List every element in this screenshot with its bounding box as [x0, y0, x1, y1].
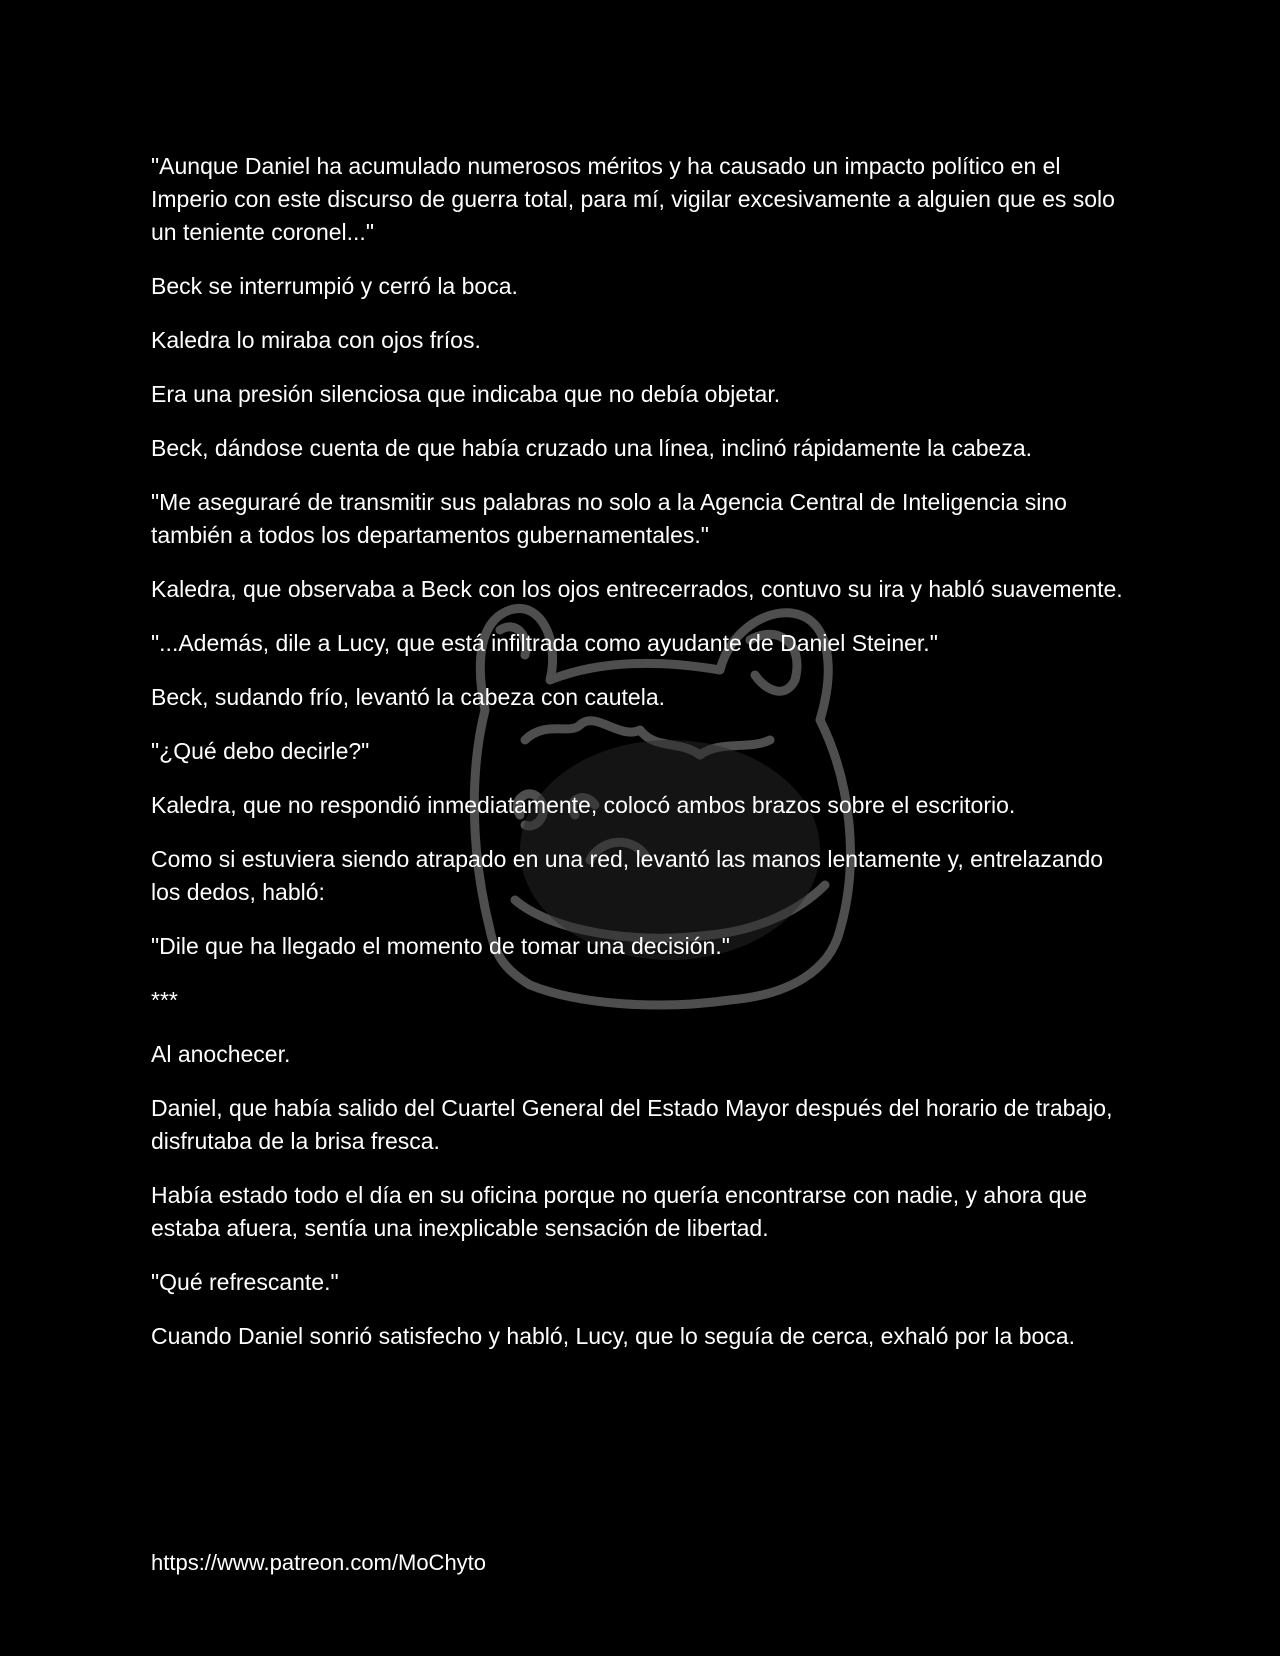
paragraph: "Me aseguraré de transmitir sus palabras no solo a la Agencia Central de Inteligencia sino también a todos los departamentos gubernamentales." [151, 489, 1067, 548]
paragraph: Kaledra lo miraba con ojos fríos. [151, 327, 481, 353]
paragraph: Beck se interrumpió y cerró la boca. [151, 273, 518, 299]
chapter-text [151, 150, 1136, 1374]
paragraph: "Qué refrescante." [151, 1269, 339, 1295]
paragraph: "Aunque Daniel ha acumulado numerosos méritos y ha causado un impacto político en el Imperio con este discurso de guerra total, para mí, vigilar excesivamente a alguien que es solo un teniente coronel..." [151, 153, 1115, 245]
paragraph: Beck, sudando frío, levantó la cabeza con cautela. [151, 684, 665, 710]
paragraph: Kaledra, que observaba a Beck con los ojos entrecerrados, contuvo su ira y habló suavemente. [151, 576, 1123, 602]
paragraph: Al anochecer. [151, 1041, 291, 1067]
paragraph: Como si estuviera siendo atrapado en una red, levantó las manos lentamente y, entrelazando los dedos, habló: [151, 846, 1104, 905]
paragraph: "¿Qué debo decirle?" [151, 738, 370, 764]
paragraph: Daniel, que había salido del Cuartel General del Estado Mayor después del horario de trabajo, disfrutaba de la brisa fresca. [151, 1095, 1113, 1154]
paragraph: Era una presión silenciosa que indicaba que no debía objetar. [151, 381, 781, 407]
scene-break: *** [151, 987, 178, 1013]
patreon-link[interactable]: https://www.patreon.com/MoChyto [151, 1550, 487, 1575]
paragraph: Cuando Daniel sonrió satisfecho y habló, Lucy, que lo seguía de cerca, exhaló por la boca. [151, 1323, 1075, 1349]
paragraph: Había estado todo el día en su oficina porque no quería encontrarse con nadie, y ahora que estaba afuera, sentía una inexplicable sensación de libertad. [151, 1182, 1087, 1241]
paragraph: "...Además, dile a Lucy, que está infiltrada como ayudante de Daniel Steiner." [151, 630, 938, 656]
paragraph: Beck, dándose cuenta de que había cruzado una línea, inclinó rápidamente la cabeza. [151, 435, 1033, 461]
paragraph: Kaledra, que no respondió inmediatamente, colocó ambos brazos sobre el escritorio. [151, 792, 1016, 818]
paragraph: "Dile que ha llegado el momento de tomar una decisión." [151, 933, 730, 959]
